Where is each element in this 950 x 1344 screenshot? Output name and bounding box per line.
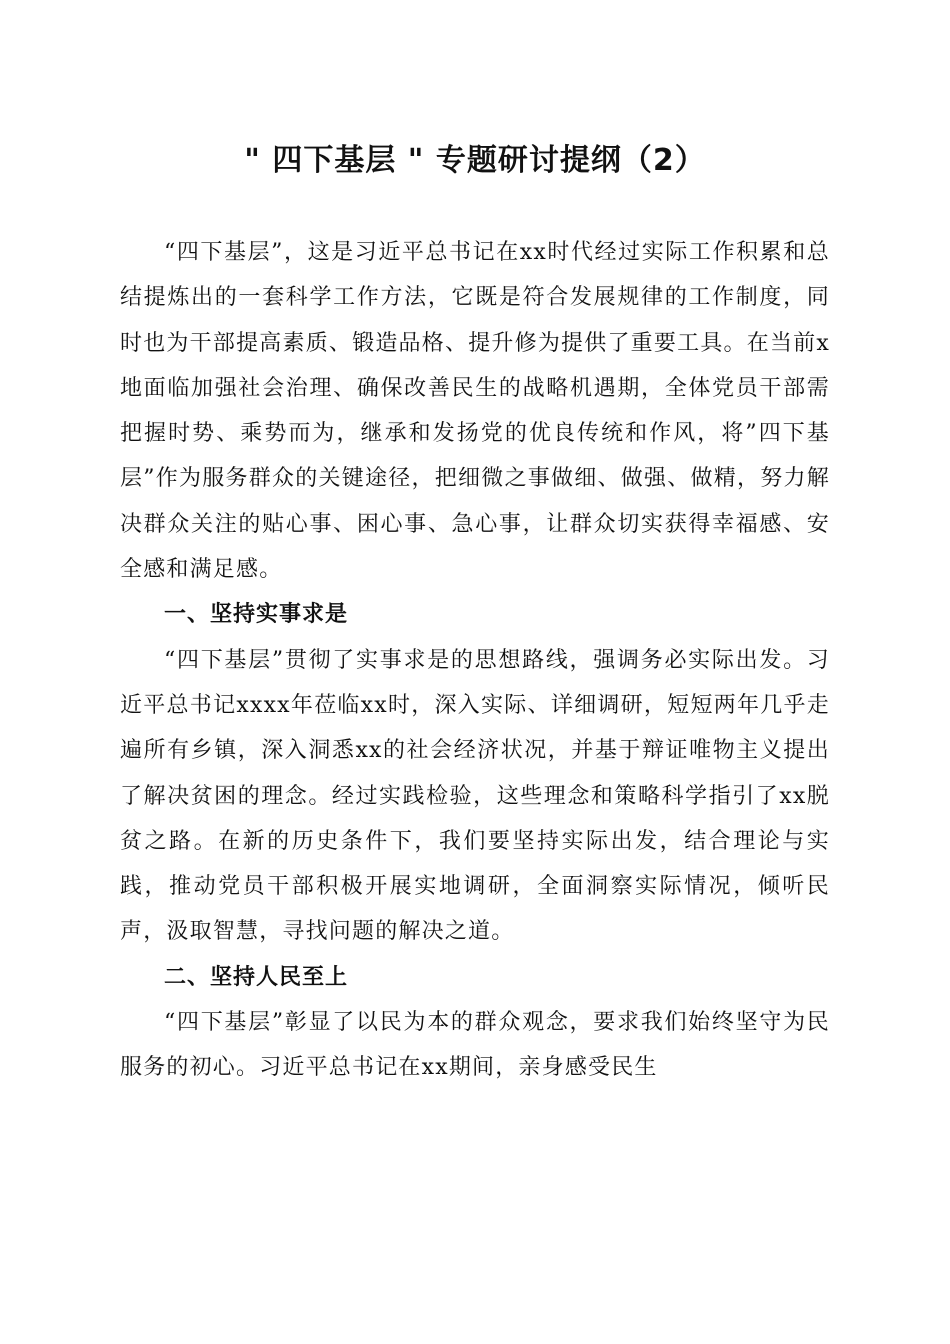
document-body [120, 230, 830, 1091]
section-paragraph-2: “四下基层”彰显了以民为本的群众观念，要求我们始终坚守为民服务的初心。习近平总书记在xx期间，亲身感受民生 [120, 1010, 830, 1081]
intro-paragraph: “四下基层”，这是习近平总书记在xx时代经过实际工作积累和总结提炼出的一套科学工作方法，它既是符合发展规律的工作制度，同时也为干部提高素质、锻造品格、提升修为提供了重要工具。在当前x地面临加强社会治理、确保改善民生的战略机遇期，全体党员干部需把握时势、乘势而为，继承和发扬党的优良传统和作风，将”四下基层”作为服务群众的关键途径，把细微之事做细、做强、做精，努力解决群众关注的贴心事、困心事、急心事，让群众切实获得幸福感、安全感和满足感。 [120, 240, 830, 583]
section-paragraph-1: “四下基层”贯彻了实事求是的思想路线，强调务必实际出发。习近平总书记xxxx年莅临xx时，深入实际、详细调研，短短两年几乎走遍所有乡镇，深入洞悉xx的社会经济状况，并基于辩证唯物主义提出了解决贫困的理念。经过实践检验，这些理念和策略科学指引了xx脱贫之路。在新的历史条件下，我们要坚持实际出发，结合理论与实践，推动党员干部积极开展实地调研，全面洞察实际情况，倾听民声，汲取智慧，寻找问题的解决之道。 [120, 647, 830, 945]
document-title: " 四下基层 " 专题研讨提纲（2） [244, 143, 706, 178]
section-heading-1: 一、坚持实事求是 [164, 602, 349, 628]
section-heading-2: 二、坚持人民至上 [164, 964, 349, 990]
